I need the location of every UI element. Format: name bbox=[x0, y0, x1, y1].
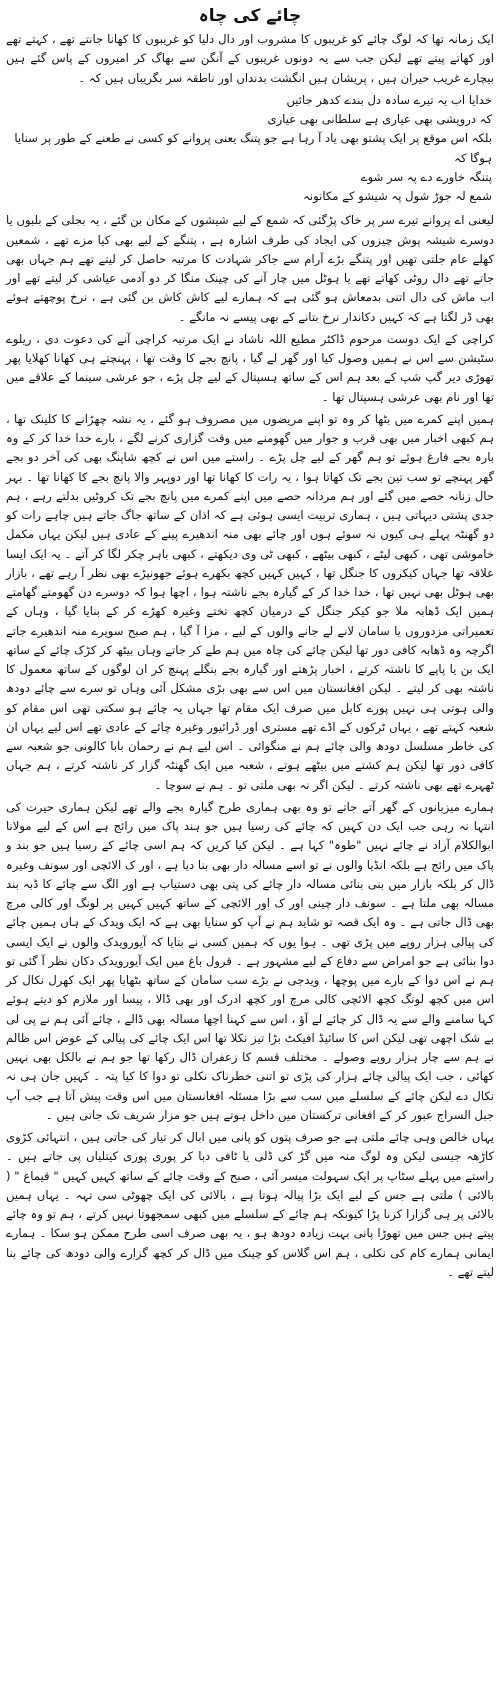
poetry-verse: خدایا اب یہ تیرے سادہ دل بندے کدھر جائیں bbox=[286, 92, 492, 107]
article-paragraph: لیعنی اے پروانے تیرے سر پر خاک پڑگئی کہ شمع کے لیے شیشوں کے مکان بن گئے ، یہ بجلی کے بلبوں یا دوسرے شیشہ پوش چیزوں کی ایجاد کی طرف اشارہ ہے ، پتنگے کے لیے بھی کیا مزے تھے ، شمعیں کھلے عام جلتی تھیں اور پتنگے بڑے آرام سے جاکر شہادت کا مرتبہ حاصل کر لیتے تھے ہم جہاں بھی جاتے تھے دال روٹی کھاتے تھے یا ہوٹل میں چار آنے کی چینک منگا کر دو آدمی عیاشی کر لیتے تھے اور اب ماش کی دال اتنی بدمعاش ہو گئی ہے کہ ہمارے لیے کاش کاش بن گئی ہے ، نرخ پوچھتے ہوئے بھی ڈر لگتا ہے کہ کہیں دکاندار نرخ بتانے کے بھی پیسے نہ مانگے ۔ bbox=[6, 213, 494, 324]
article-paragraph: کراچی کے ایک دوست مرحوم ڈاکٹر مطیع اللہ ناشاد نے ایک مرتبہ کراچی آنے کی دعوت دی ، ریلوے سٹیشن سے اس نے ہمیں وصول کیا اور گھر لے گیا ، پانچ بجے کا وقت تھا ، پہنچتے ہی کھانا کھلایا پھر تھوڑی دیر گپ شپ کے بعد ہم اس کے ساتھ ہسپتال کے لیے چل پڑے ، جو عرشی سینما کے علاقے میں تھا اور نام بھی عرشی ہسپتال تھا ۔ bbox=[6, 331, 494, 404]
poetry-verse: شمع لہ جوڑ شول پہ شیشو کے مکانونہ bbox=[303, 189, 492, 203]
poetry-block bbox=[6, 91, 494, 207]
article-paragraph: یہاں خالص وہی چائے ملتی ہے جو صرف پتوں کو پانی میں ابال کر تیار کی جاتی ہیں ، انتہائی کڑوی کاڑھہ جیسی لیکن وہ لوگ منہ میں گڑ کی ڈلی یا ٹافی دبا کر پوری پوری کیتلیاں پی جاتے ہیں ۔ راستے میں پہلے سٹاپ پر ایک سہولت میسر آئی ، صبح کے وقت چائے کے ساتھ کہیں کہیں " قیماغ " ( بالائی ) ملتی ہے جس کے لیے ایک بڑا پیالہ ہوتا ہے ، بالائی کی ایک چھوٹی سی تہہ ۔ یہاں ہمیں بالائی پر ہی گزارا کرنا پڑا کیونکہ ہم چائے کے سلسلے میں کبھی سمجھوتا نہیں کرتے ، ہم تو وہ چائے پیتے ہیں جس میں تھوڑا پانی بہت زیادہ دودھ ہو ، یہ بھی صرف اسی طرح ممکن ہو سکا ۔ ہمارے ایمانی ہمارے کام کی نکلی ، ہم اس گلاس کو چینک میں ڈال کر کچھ گزارے والی دودھ کی چائے بنا لیتے تھے ۔ bbox=[6, 1130, 494, 1279]
article-paragraph: ایک زمانہ تھا کہ لوگ چائے کو غریبوں کا مشروب اور دال دلیا کو غریبوں کا کھانا جانتے تھے ، کہتے تھے اور کھاتے پیتے تھے لیکن جب سے یہ دونوں غریبوں کے آنگن سے بھاگ کر امیروں کے پاس گئے ہیں بیچارے غریب حیران ہیں ، پریشان ہیں انگشت بدنداں اور ناطقہ سر بگریباں ہیں کہ ۔ bbox=[6, 32, 494, 85]
poetry-intro: بلکہ اس موقع پر ایک پشتو بھی یاد آ رہا ہے جو پتنگ یعنی پروانے کو کسی نے طعنے کے طور پر سنایا ہوگا کہ bbox=[14, 131, 492, 165]
article-title: چائے کی چاہ bbox=[198, 6, 302, 26]
article-paragraph: ہمارے میزبانوں کے گھر آتے جاتے تو وہ بھی ہماری طرح گیارہ بجے والے تھے لیکن ہماری حیرت کی انتہا نہ رہی جب ایک دن کہیں کہ چائے کی رسیا ہیں جو ہند پاک میں رائج ہے اس کے لیے مولانا ابوالکلام آزاد نے چائے نہیں "طوہ" کہا ہے ۔ لیکن کیا کریں کہ ہم اسی چائے کے رسیا ہیں جو بند و پاک میں رائج ہے بلکہ انڈیا والوں نے تو اسے مسالہ دار بھی بنا دیا ہے ، اور ک الائچی اور سونف وغیرہ ڈال کر بلکہ بازار میں بنی بنائی مسالہ دار چائے کی پتی بھی دستیاب ہے اور الگ سے چائے کا ڈبہ بند مسالہ بھی ملتا ہے ۔ سونف دار چینی اور ک اور الائچی کے ساتھ کہیں کہیں پر لونگ اور کالی مرچ بھی ڈال جاتی ہے ۔ وہ ایک قصہ تو شاید ہم نے آپ کو سنایا بھی ہے کہ ایک ویدک کے ہاں ہمیں چائے کی پیالی ہزار روپے میں پڑی تھی ۔ ہوا یوں کہ ہمیں کسی نے بتایا کہ آیورویدک والوں نے ایک ایسی دوا بنائی ہے جو امراض سے دفاع کے لیے مشہور ہے ۔ قرول باغ میں ایک آیورویدک دکان نظر آ گئی تو ہم نے اس دوا کے بارے میں پوچھا ، ویدجی نے بڑے سب سامان کے ساتھ بٹھایا پھر ایک کھرل نکال کر اس میں کچھ لونگ کچھ الائچی کالی مرچ اور کچھ ادرک اور بھی ڈالا ، پیسا اور ملازم کو دیتے ہوئے کہا سامنے والے سے یہ ڈال کر چائے لے آؤ ، اس سے کہنا اچھا مسالہ بھی ڈالے ، چائے آئی ہم نے پی لی بے شک اچھی تھی لیکن اس کا سائیڈ افیکٹ بڑا تیز نکلا تھا اس ایک چائے کی پیالی کے عوض اس ظالم نے ہم سے چار ہزار روپے وصولے ۔ مختلف قسم کا زعفران ڈال رکھا تھا جو ہم نے بالکل بھی نہیں کھائی ، جب ایک پیالی چائے ہزار کی پڑی تو اتنی خطرناک نکلی تو دوا کا کیا پتہ ۔ کہیں جان ہی نہ نکال دے لیکن چائے کے سلسلے میں سب سے بڑا مسئلہ افغانستان میں اس وقت پیش آتا ہے جب آپ جبل السراج عبور کر کے افغانی ترکستان میں داخل ہوتے ہیں جو مزار شریف تک جاتی ہیں ۔ bbox=[6, 799, 494, 1122]
article-paragraph: ہمیں اپنے کمرے میں بٹھا کر وہ تو اپنے مریضوں میں مصروف ہو گئے ، یہ نشہ چھڑانے کا کلینک تھا ، ہم کبھی اخبار میں بھی قرب و جوار میں گھومنے میں وقت گزاری کرنے لگے ، بارے خدا خدا کر کے وہ بارہ بجے فارغ ہوئے تو ہم گھر کے لیے چل پڑے ۔ راستے میں اس نے کچھ شاپنگ بھی کی آخر دو بجے گھر پہنچے تو سب تین بجے تک کھاتا ہوا ، یہ رات کا کھانا تھا اور دوپہر والا پانچ بجے کا کھانا تھا ۔ بہر حال زنانہ حصے میں گئے اور ہم مردانہ حصے میں اپنے کمرے میں پانچ بجے تک کروٹیں بدلتے رہے ، ہم جدی پشتی دیہاتی ہیں ، ہماری تربیت ایسی ہوئی ہے کہ اذان کے ساتھ جاگ جاتے ہیں چاہے رات کو دو گھنٹہ پہلے ہی کیوں نہ سوئے ہوں اور چائے بھی منہ اندھیرے پینے کے عادی ہیں لیکن یہاں مکمل خاموشی تھی ، کبھی لیٹے ، کبھی بیٹھے ، کبھی ٹی وی دیکھتے ، کبھی باہر چکر لگا کر آتے ۔ یہ ایک ایسا علاقہ تھا جہاں کیکروں کا جنگل تھا ، کہیں کہیں کچھ بکھرے ہوئے جھونپڑے بھی نظر آ رہے تھے ، بازار بھی ہوٹل بھی نہیں تھا ، خدا خدا کر کے گیارہ بجے ناشتہ ہوا ، اچھا ہوا کہ دوسرے دن گھومتے گھامتے ہمیں ایک ڈھابہ ملا جو کیکر جنگل کے درمیان کچھ تختے وغیرہ کھڑے کر کے بنایا گیا ، وہاں کے تعمیراتی مزدوروں یا سامان لانے لے جانے والوں کے لیے ، مزا آ گیا ، ہم صبح سویرے منہ اندھیرے جاتے اگرچہ وہ ڈھابہ کافی دور تھا لیکن چائے کی چاہ میں ہم طے کر جاتے وہاں بیٹھ کر کڑک چائے کے ساتھ ایک بن یا پاپے کا ناشتہ کرتے ، اخبار پڑھتے اور گیارہ بجے بنگلے پہنچ کر ان لوگوں کے ساتھ معمول کا ناشتہ بھی کر لیتے ۔ لیکن افغانستان میں اس سے بھی بڑی مشکل آئی وہاں تو سرے سے چائے دودھ والی ہوتی ہی نہیں پورے کابل میں صرف ایک مقام تھا جہاں یہ چائے ہو سکتی تھی اس مقام کو شعبہ کہتے تھے ، یہاں ٹرکوں کے اڈے تھے مستری اور ڈرائیور وغیرہ چائے کے عادی تھے اس لیے یہاں ان کی خاطر مسلسل دودھ والی چائے ہم نے منگوائی ۔ اس لیے ہم نے رحمان بابا کالونی جو شعبہ سے کافی دور تھا لیکن ہم کشتے میں بیٹھے ہوتے ، شعبہ میں ایک گھنٹہ گزار کر ناشتہ کرتے ، ہم جہاں ٹھہرے تھے بھی ناشتہ کرتے ۔ لیکن اگر نہ بھی ملتی تو ۔ ہم نے سوچا ۔ bbox=[6, 411, 494, 792]
article-body bbox=[6, 30, 494, 1282]
poetry-verse: کہ درویشی بھی عیاری ہے سلطانی بھی عیاری bbox=[267, 112, 492, 126]
poetry-verse: پتنگہ خاورے دے پہ سر شوے bbox=[360, 169, 492, 184]
